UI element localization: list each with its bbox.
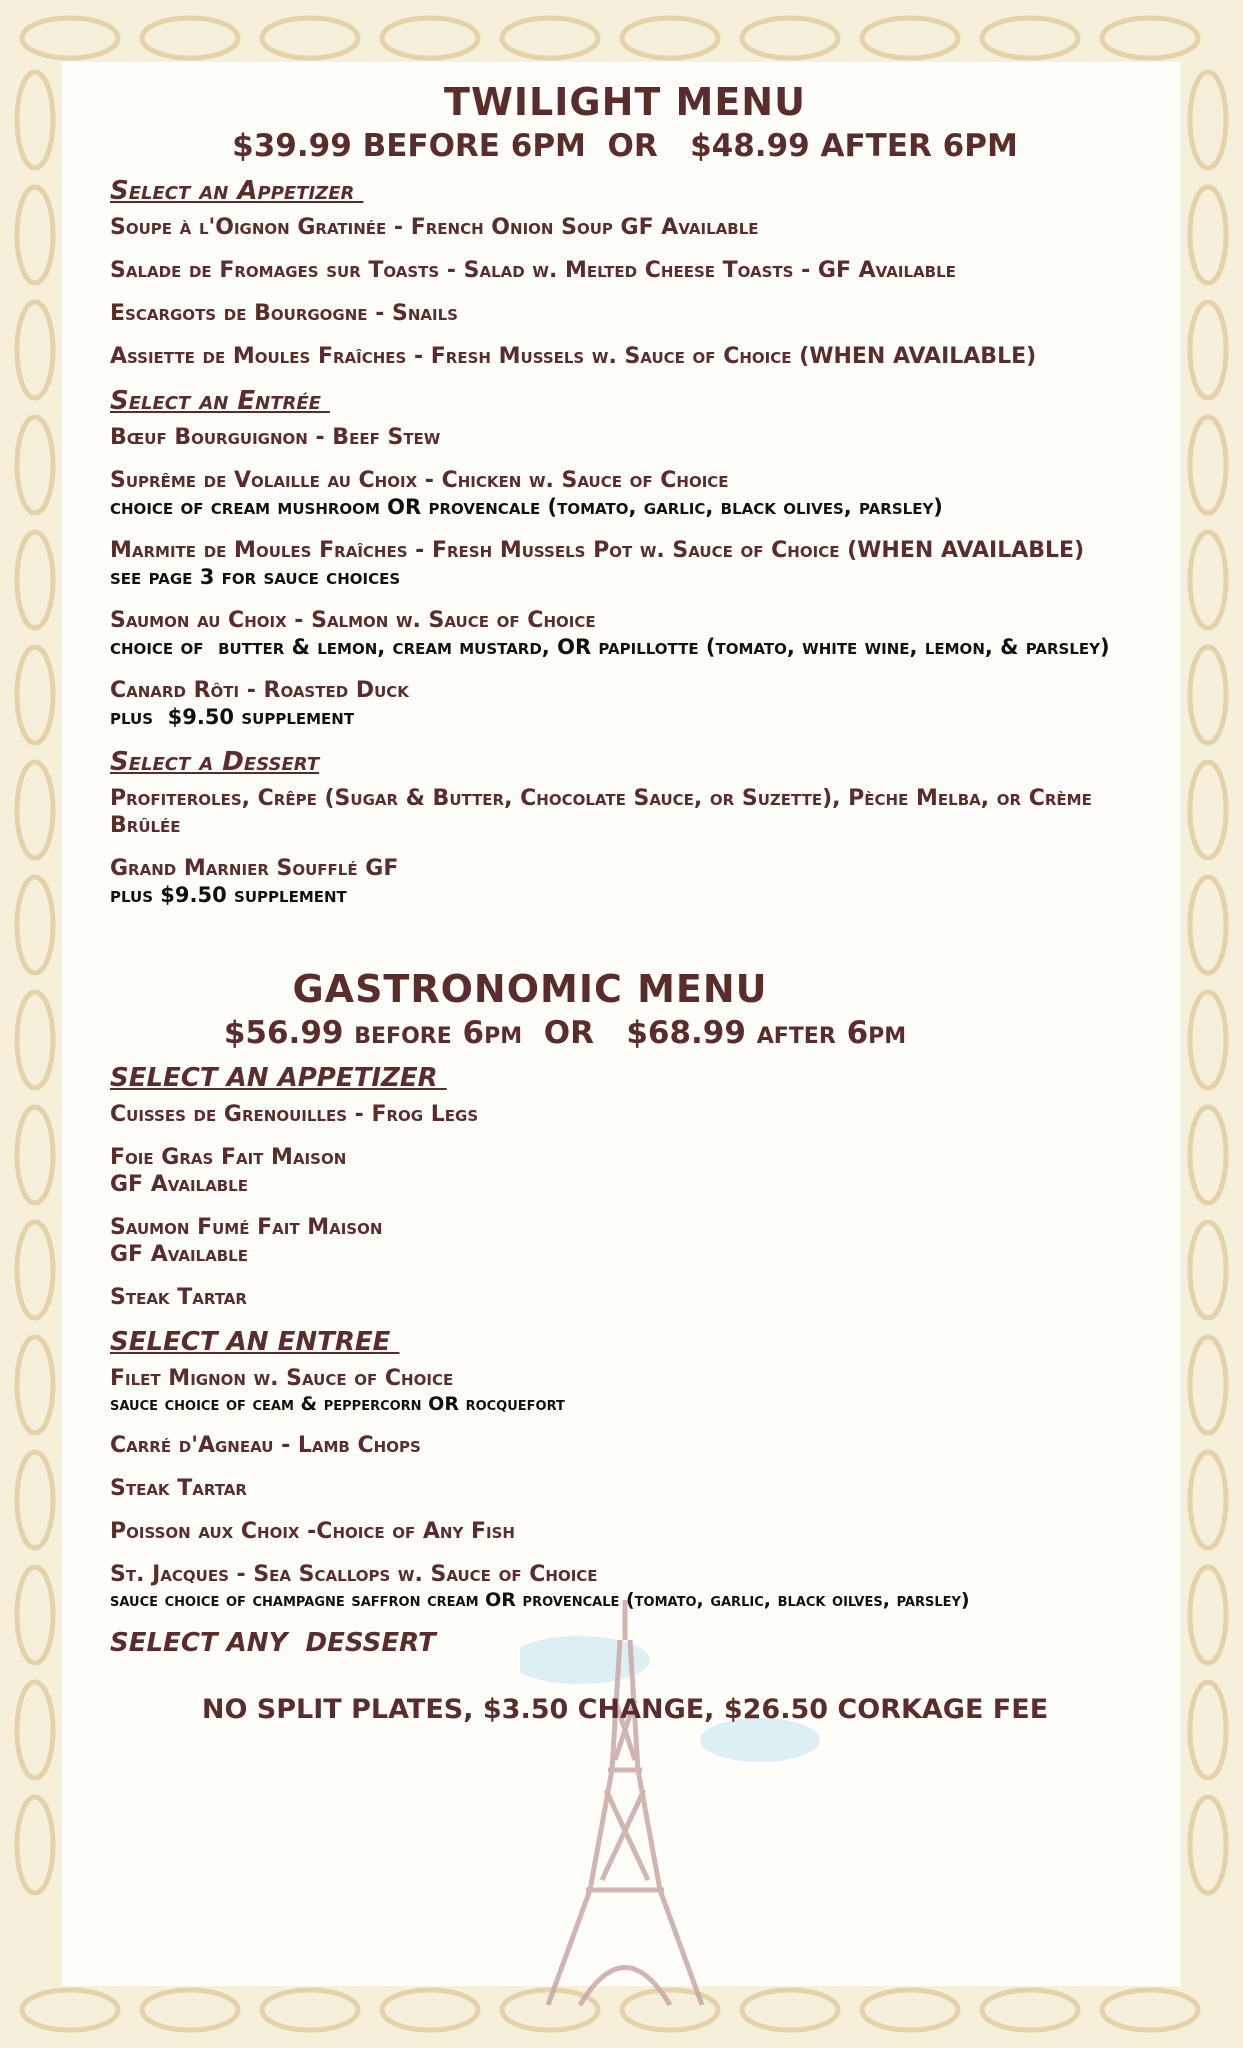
menu-item xyxy=(110,1561,1140,1612)
menu-item-name: St. Jacques - Sea Scallops w. Sauce of Choice xyxy=(110,1562,598,1587)
menu-item xyxy=(110,1475,1140,1502)
gastronomic-appetizer-heading: SELECT AN APPETIZER xyxy=(110,1063,447,1093)
gastronomic-menu-title: GASTRONOMIC MENU xyxy=(292,967,768,1011)
menu-item-name: Filet Mignon w. Sauce of Choice xyxy=(110,1366,454,1391)
menu-item xyxy=(110,677,1140,731)
menu-item-name: Profiteroles, Crêpe (Sugar & Butter, Chocolate Sauce, or Suzette), Pèche Melba, or Crème Brûlée xyxy=(110,786,1092,838)
menu-item-name: Suprême de Volaille au Choix - Chicken w. Sauce of Choice xyxy=(110,468,729,493)
menu-item xyxy=(110,1432,1140,1459)
twilight-appetizer-list xyxy=(110,214,1140,370)
menu-item xyxy=(110,214,1140,241)
menu-item-name: Poisson aux Choix -Choice of Any Fish xyxy=(110,1519,515,1544)
menu-item-name: Foie Gras Fait Maison xyxy=(110,1145,347,1170)
menu-item xyxy=(110,1284,1140,1311)
menu-item xyxy=(110,257,1140,284)
menu-item-name: Salade de Fromages sur Toasts - Salad w. Melted Cheese Toasts - GF Available xyxy=(110,258,956,283)
menu-item-name: Bœuf Bourguignon - Beef Stew xyxy=(110,425,441,450)
menu-item-note: see page 3 for sauce choices xyxy=(110,565,401,589)
twilight-menu-title: TWILIGHT MENU xyxy=(444,80,806,124)
gastronomic-price: $56.99 before 6pm OR $68.99 after 6pm xyxy=(223,1015,907,1051)
menu-item-name: Carré d'Agneau - Lamb Chops xyxy=(110,1433,421,1458)
menu-item xyxy=(110,1365,1140,1416)
menu-content xyxy=(110,80,1140,1725)
menu-item-name: Steak Tartar xyxy=(110,1285,247,1310)
menu-item xyxy=(110,537,1140,591)
menu-item-note: sauce choice of ceam & peppercorn OR rocquefort xyxy=(110,1393,565,1415)
menu-item xyxy=(110,1144,1140,1198)
menu-item xyxy=(110,300,1140,327)
menu-item xyxy=(110,785,1140,839)
menu-item xyxy=(110,855,1140,909)
gastronomic-appetizer-list xyxy=(110,1101,1140,1311)
twilight-dessert-heading: Select a Dessert xyxy=(110,747,320,777)
twilight-entree-heading: Select an Entrée xyxy=(110,386,330,416)
menu-item xyxy=(110,1518,1140,1545)
menu-item xyxy=(110,467,1140,521)
menu-item-name: Steak Tartar xyxy=(110,1476,247,1501)
menu-item-name: Escargots de Bourgogne - Snails xyxy=(110,301,458,326)
menu-item-note: plus $9.50 supplement xyxy=(110,883,347,907)
menu-item-name: Saumon Fumé Fait Maison xyxy=(110,1215,383,1240)
menu-item-note: GF Available xyxy=(110,1242,248,1267)
menu-item-note: sauce choice of champagne saffron cream OR provencale (tomato, garlic, black oilves, parsley) xyxy=(110,1589,970,1611)
twilight-entree-list xyxy=(110,424,1140,731)
menu-item xyxy=(110,1101,1140,1128)
menu-item xyxy=(110,424,1140,451)
menu-item-name: Grand Marnier Soufflé GF xyxy=(110,856,399,881)
twilight-dessert-list xyxy=(110,785,1140,909)
menu-item-note: GF Available xyxy=(110,1172,248,1197)
policy-footer: NO SPLIT PLATES, $3.50 CHANGE, $26.50 CORKAGE FEE xyxy=(201,1694,1049,1725)
menu-item xyxy=(110,607,1140,661)
menu-item xyxy=(110,343,1140,370)
menu-item-note: choice of butter & lemon, cream mustard, OR papillotte (tomato, white wine, lemon, & parsley) xyxy=(110,635,1110,659)
menu-item xyxy=(110,1214,1140,1268)
gastronomic-dessert-heading: SELECT ANY DESSERT xyxy=(110,1628,436,1658)
gastronomic-entree-heading: SELECT AN ENTREE xyxy=(110,1327,400,1357)
menu-item-name: Cuisses de Grenouilles - Frog Legs xyxy=(110,1102,479,1127)
menu-item-name: Assiette de Moules Fraîches - Fresh Mussels w. Sauce of Choice (WHEN AVAILABLE) xyxy=(110,344,1037,369)
menu-item-name: Soupe à l'Oignon Gratinée - French Onion Soup GF Available xyxy=(110,215,759,240)
menu-item-note: plus $9.50 supplement xyxy=(110,705,355,729)
menu-item-note: choice of cream mushroom OR provencale (tomato, garlic, black olives, parsley) xyxy=(110,495,943,519)
gastronomic-entree-list xyxy=(110,1365,1140,1612)
menu-item-name: Canard Rôti - Roasted Duck xyxy=(110,678,409,703)
twilight-price: $39.99 BEFORE 6PM OR $48.99 AFTER 6PM xyxy=(232,128,1018,164)
menu-item-name: Saumon au Choix - Salmon w. Sauce of Choice xyxy=(110,608,596,633)
twilight-appetizer-heading: Select an Appetizer xyxy=(110,176,364,206)
menu-item-name: Marmite de Moules Fraîches - Fresh Mussels Pot w. Sauce of Choice (WHEN AVAILABLE) xyxy=(110,538,1085,563)
